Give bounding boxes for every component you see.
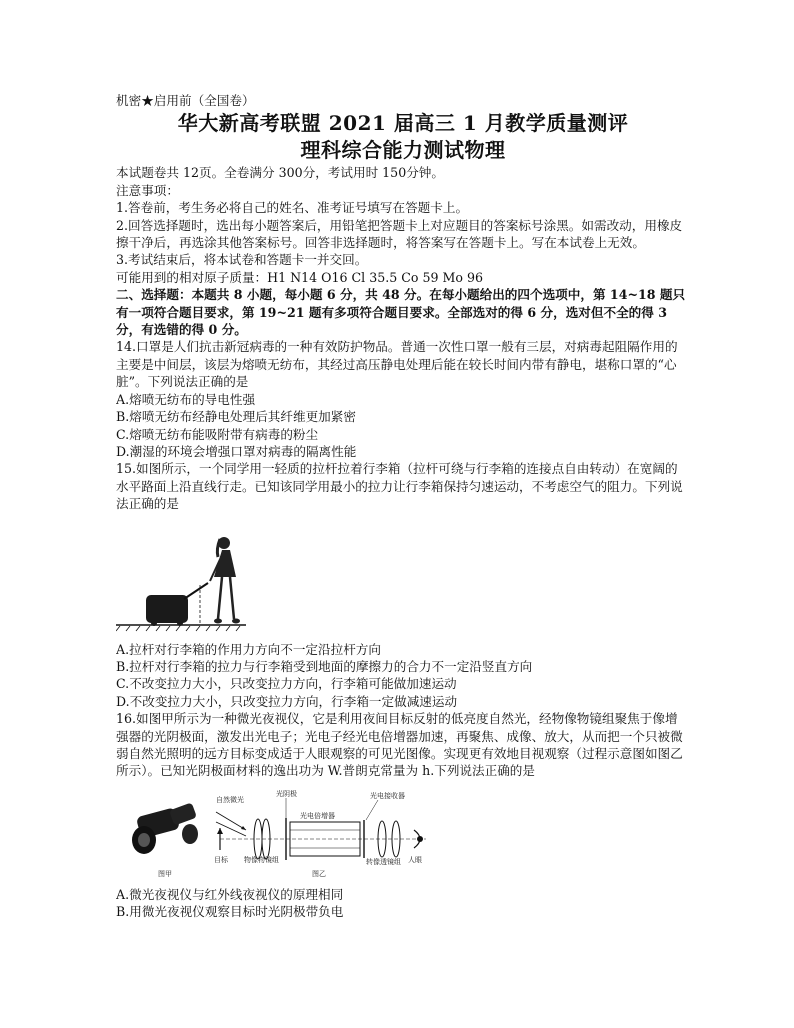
figure-girl-pulling-suitcase xyxy=(116,515,366,635)
exam-page xyxy=(116,92,690,921)
q15-option-c: C.不改变拉力大小，只改变拉力方向，行李箱可能做加速运动 xyxy=(116,676,457,692)
multiplier-label: 光电倍增器 xyxy=(300,811,335,820)
q15-option-b: B.拉杆对行李箱的拉力与行李箱受到地面的摩擦力的合力不一定沿竖直方向 xyxy=(116,658,533,674)
question-15-stem: 15.如图所示，一个同学用一轻质的拉杆拉着行李箱（拉杆可绕与行李箱的连接点自由转动）在宽阔的水平路面上沿直线行走。已知该同学用最小的拉力让行李箱保持匀速运动，不考虑空气的阻力。下列说法正确的是 xyxy=(116,461,683,512)
photocathode-label: 光阴极 xyxy=(276,789,297,798)
notice-item: 2.回答选择题时，选出每小题答案后，用铅笔把答题卡上对应题目的答案标号涂黑。如需改动，用橡皮擦干净后，再选涂其他答案标号。回答非选择题时，将答案写在答题卡上。写在本试卷上无效。 xyxy=(116,217,683,251)
relay-label: 转像透镜组 xyxy=(366,857,401,866)
q14-option-d: D.潮湿的环境会增强口罩对病毒的隔离性能 xyxy=(116,443,357,459)
target-label: 目标 xyxy=(214,855,228,864)
objective-label: 物像物镜组 xyxy=(244,855,279,864)
q16-option-a: A.微光夜视仪与红外线夜视仪的原理相同 xyxy=(116,886,344,902)
q14-option-a: A.熔喷无纺布的导电性强 xyxy=(116,391,256,407)
intro-text: 本试题卷共 12页。全卷满分 300分，考试用时 150分钟。 xyxy=(116,165,444,181)
exam-title: 华大新高考联盟 2021 届高三 1 月教学质量测评 xyxy=(177,111,629,136)
question-14-stem: 14.口罩是人们抗击新冠病毒的一种有效防护物品。普通一次性口罩一般有三层，对病毒起阻隔作用的主要是中间层，该层为熔喷无纺布，其经过高压静电处理后能在较长时间内带有静电，堪称口罩的“心脏”。下列说法正确的是 xyxy=(116,339,678,390)
fig-a-caption: 图甲 xyxy=(158,869,172,878)
q15-option-d: D.不改变拉力大小，只改变拉力方向，行李箱一定做减速运动 xyxy=(116,693,458,709)
notice-item: 1.答卷前，考生务必将自己的姓名、准考证号填写在答题卡上。 xyxy=(116,200,469,216)
natural-light-label: 自然微光 xyxy=(216,795,244,804)
receiver-label: 光电接收器 xyxy=(370,791,405,800)
section-heading: 二、选择题：本题共 8 小题，每小题 6 分，共 48 分。在每小题给出的四个选项中，第 14~18 题只有一项符合题目要求，第 19~21 题有多项符合题目要求。全部选对的得 6 分，选对但不全的得 3 分，有选错的得 0 分。 xyxy=(116,287,686,338)
q16-option-b: B.用微光夜视仪观察目标时光阴极带负电 xyxy=(116,904,344,920)
exam-subtitle: 理科综合能力测试物理 xyxy=(300,138,506,163)
eye-label: 人眼 xyxy=(408,855,422,864)
fig-b-caption: 图乙 xyxy=(312,869,326,878)
night-vision-device-image xyxy=(132,802,198,854)
notice-heading: 注意事项： xyxy=(116,182,179,198)
confidential-mark: 机密★启用前（全国卷） xyxy=(116,93,255,108)
question-16-stem: 16.如图甲所示为一种微光夜视仪，它是利用夜间目标反射的低亮度自然光，经物像物镜组聚焦于像增强器的光阴极面，激发出光电子；光电子经光电倍增器加速，再聚焦、成像、放大，从而把一个只被微弱自然光照明的远方目标变成适于人眼观察的可见光图像。实现更有效地目视观察（过程示意图如图乙所示）。已知光阴极面材料的逸出功为 W.普朗克常量为 h.下列说法正确的是 xyxy=(116,711,683,779)
q14-option-c: C.熔喷无纺布能吸附带有病毒的粉尘 xyxy=(116,426,319,442)
figure-night-vision xyxy=(116,782,690,882)
q14-option-b: B.熔喷无纺布经静电处理后其纤维更加紧密 xyxy=(116,409,356,425)
optical-path-diagram xyxy=(214,789,426,878)
notice-item: 3.考试结束后，将本试卷和答题卡一并交回。 xyxy=(116,252,368,268)
atomic-mass-line: 可能用到的相对原子质量：H1 N14 O16 Cl 35.5 Co 59 Mo 96 xyxy=(116,269,483,285)
q15-option-a: A.拉杆对行李箱的作用力方向不一定沿拉杆方向 xyxy=(116,641,381,657)
